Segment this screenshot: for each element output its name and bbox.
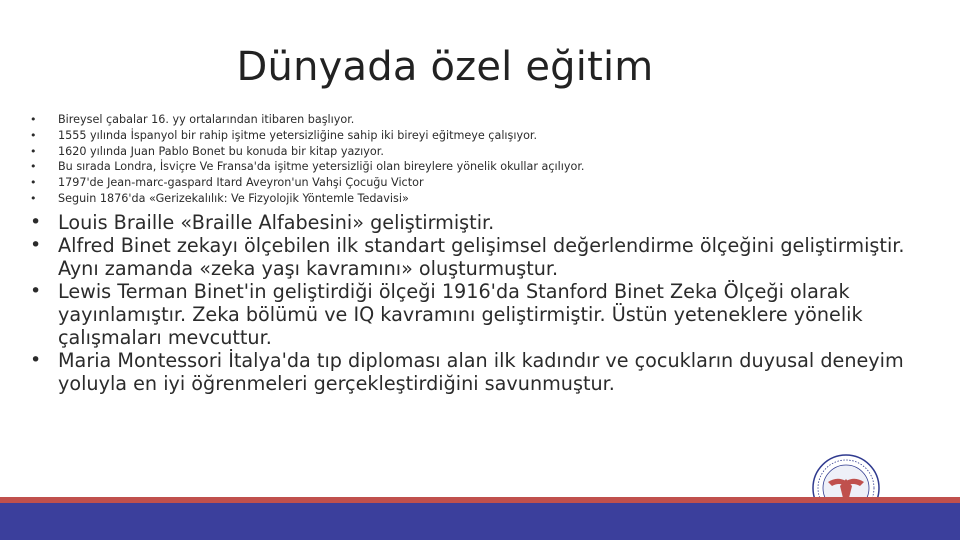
slide-title: Dünyada özel eğitim — [236, 44, 654, 90]
list-item: • Bu sırada Londra, İsviçre Ve Fransa'da işitme yetersizliği olan bireylere yönelik okullar açılıyor. — [30, 159, 930, 175]
list-item: • Seguin 1876'da «Gerizekalılık: Ve Fizyolojik Yöntemle Tedavisi» — [30, 191, 930, 207]
pioneers-list — [30, 211, 910, 395]
list-item: • Lewis Terman Binet'in geliştirdiği ölçeği 1916'da Stanford Binet Zeka Ölçeği olarak yayınlamıştır. Zeka bölümü ve IQ kavramını geliştirmiştir. Üstün yeteneklere yönelik çalışmaları mevcuttur. — [30, 280, 910, 349]
list-item: • Louis Braille «Braille Alfabesini» geliştirmiştir. — [30, 211, 910, 234]
list-item: • Alfred Binet zekayı ölçebilen ilk standart gelişimsel değerlendirme ölçeğini geliştirmiştir. Aynı zamanda «zeka yaşı kavramını» oluşturmuştur. — [30, 234, 910, 280]
list-item: • 1797'de Jean-marc-gaspard Itard Aveyron'un Vahşi Çocuğu Victor — [30, 175, 930, 191]
list-item: • Maria Montessori İtalya'da tıp diploması alan ilk kadındır ve çocukların duyusal deneyim yoluyla en iyi öğrenmeleri gerçekleştirdiğini savunmuştur. — [30, 349, 910, 395]
list-item: • 1555 yılında İspanyol bir rahip işitme yetersizliğine sahip iki bireyi eğitmeye çalışıyor. — [30, 128, 930, 144]
early-history-list — [30, 112, 930, 207]
list-item: • 1620 yılında Juan Pablo Bonet bu konuda bir kitap yazıyor. — [30, 144, 930, 160]
list-item: • Bireysel çabalar 16. yy ortalarından itibaren başlıyor. — [30, 112, 930, 128]
footer-bar — [0, 503, 960, 540]
